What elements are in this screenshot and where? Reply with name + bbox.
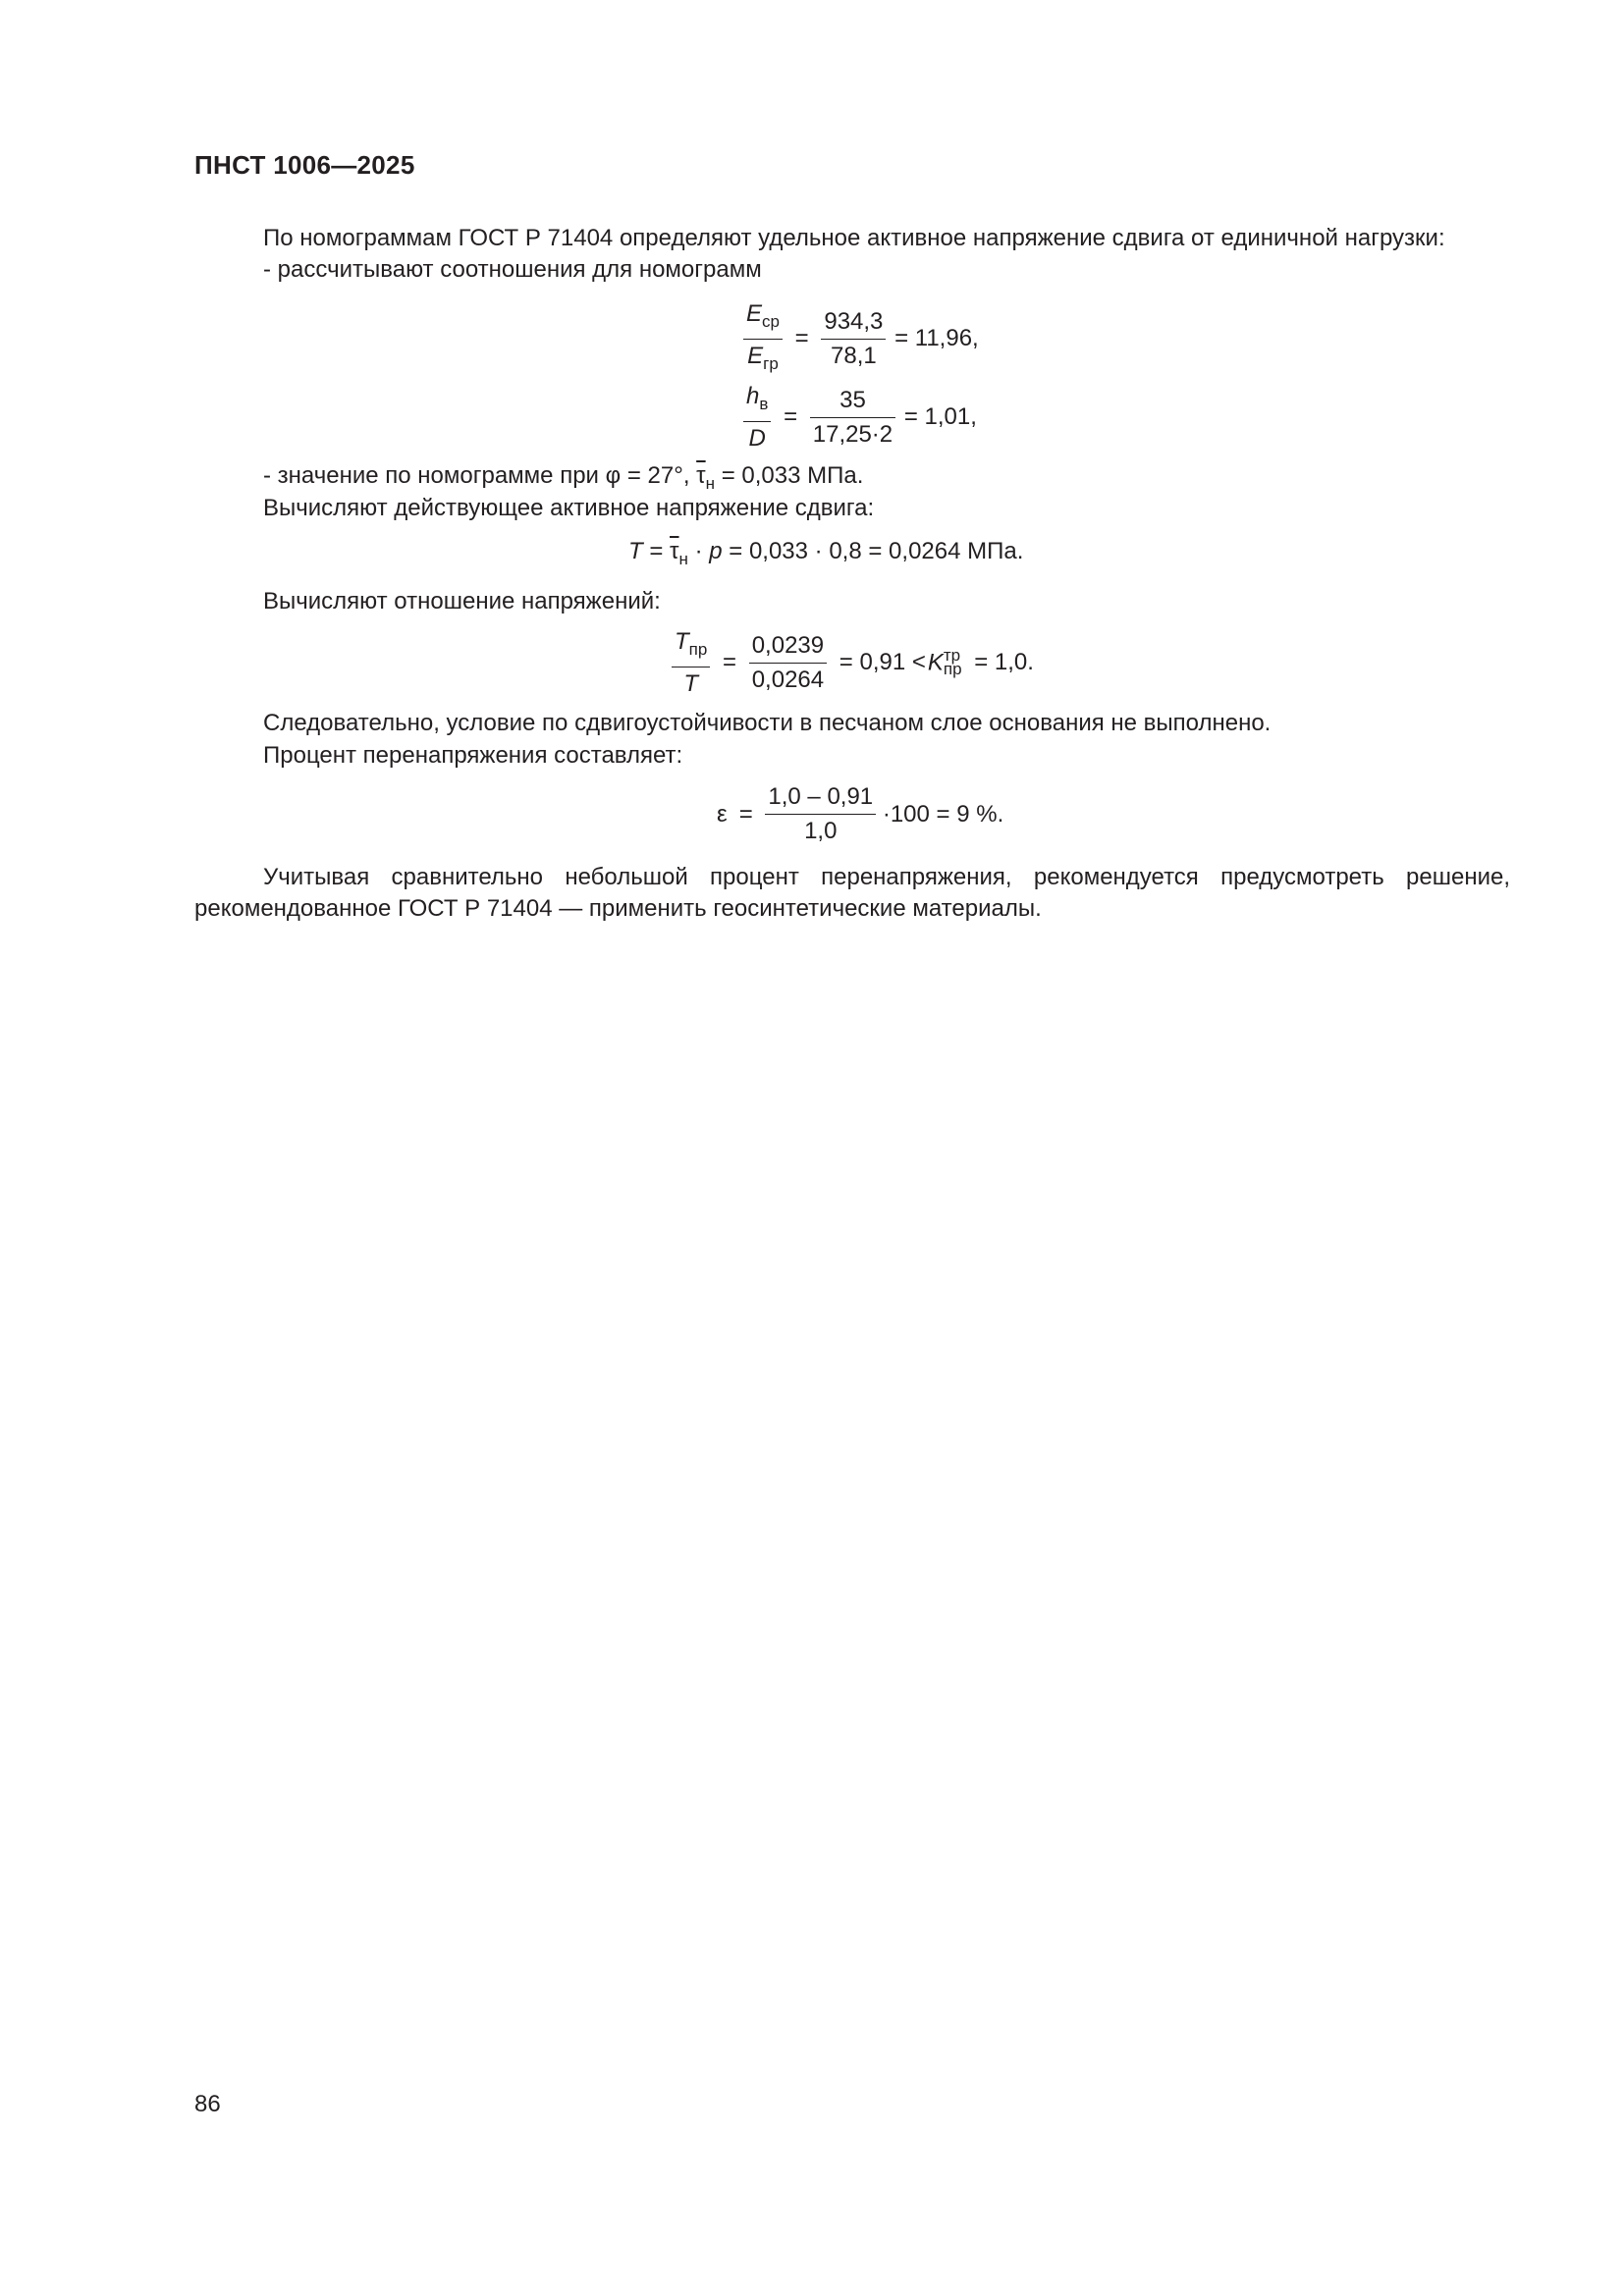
equals-sign: =	[723, 649, 737, 676]
equation-overstress-percent	[717, 783, 1009, 845]
paragraph-shear-intro: Вычисляют действующее активное напряжение сдвига:	[263, 495, 875, 521]
var-t: T	[683, 669, 698, 697]
sup-tr: тр	[943, 646, 961, 666]
paragraph-overstress-intro: Процент перенапряжения составляет:	[263, 742, 683, 769]
tau-symbol: $\overline{\tau}$	[670, 538, 679, 564]
var-p: p	[709, 538, 723, 564]
var-t: T	[628, 538, 643, 564]
equation-modulus-ratio	[743, 300, 985, 378]
tau-symbol: $\overline{\tau}$	[696, 462, 706, 489]
equation-result: = 0,033 · 0,8 = 0,0264 МПа.	[722, 538, 1024, 564]
equation-active-shear	[628, 538, 1023, 569]
sub-v: в	[759, 394, 769, 413]
fraction-thickness-symbols	[743, 383, 771, 453]
denominator-value: 17,25·2	[812, 420, 893, 448]
k-indices	[943, 646, 962, 679]
nomogram-text-b: = 0,033 МПа.	[715, 462, 864, 489]
comparison: = 0,91 <	[839, 649, 926, 676]
equals-sign: =	[784, 403, 798, 431]
paragraph-ratio-intro: Вычисляют отношение напряжений:	[263, 588, 661, 614]
equation-stress-ratio	[672, 628, 1040, 698]
var-e: E	[747, 342, 764, 369]
multiply-sign: ·	[687, 538, 710, 564]
numerator-value: 934,3	[821, 308, 886, 340]
fraction-modulus-values	[821, 308, 886, 370]
equation-result: = 1,01,	[903, 403, 977, 431]
paragraph-recommendation: Учитывая сравнительно небольшой процент перенапряжения, рекомендуется предусмотреть решение, рекомендованное ГОСТ Р 71404 — применить геосинтетические материалы.	[194, 864, 1510, 922]
equals-sign: =	[738, 800, 753, 828]
paragraph-conclusion: Следовательно, условие по сдвигоустойчивости в песчаном слое основания не выполнено.	[263, 710, 1272, 736]
fraction-stress-symbols	[672, 628, 710, 698]
sub-gr: гр	[763, 353, 779, 373]
equation-thickness-ratio	[743, 383, 983, 453]
numerator-value: 0,0239	[749, 632, 827, 664]
equation-result: ·100 = 9 %.	[882, 800, 1004, 828]
equals-sign: =	[642, 538, 671, 564]
document-header: ПНСТ 1006—2025	[194, 150, 415, 180]
paragraph-intro: По номограммам ГОСТ Р 71404 определяют удельное активное напряжение сдвига от единичной нагрузки:	[263, 225, 1445, 251]
equation-result: = 1,0.	[974, 649, 1034, 676]
equation-result: = 11,96,	[894, 325, 979, 352]
equals-sign: =	[794, 325, 809, 352]
var-t: T	[675, 628, 689, 655]
fraction-modulus-symbols	[743, 300, 783, 378]
denominator-value: 0,0264	[751, 666, 825, 693]
sub-n: н	[678, 549, 688, 568]
nomogram-text-a: - значение по номограмме при φ = 27°,	[263, 462, 697, 489]
denominator-value: 1,0	[804, 818, 838, 844]
paragraph-list-item-ratios: - рассчитывают соотношения для номограмм	[263, 256, 762, 283]
var-d: D	[748, 424, 766, 452]
var-e: E	[746, 300, 763, 327]
fraction-thickness-values	[810, 387, 895, 449]
numerator-value: 1,0 – 0,91	[765, 783, 876, 815]
denominator-value: 78,1	[831, 342, 877, 369]
var-k: K	[927, 649, 944, 676]
var-h: h	[746, 383, 760, 409]
fraction-overstress	[765, 783, 876, 845]
sub-n: н	[705, 473, 716, 493]
sub-sr: ср	[762, 311, 780, 331]
sub-pr: пр	[943, 660, 962, 679]
sub-pr: пр	[688, 639, 708, 659]
page-number: 86	[194, 2091, 221, 2117]
numerator-value: 35	[810, 387, 895, 418]
var-epsilon: ε	[717, 800, 728, 828]
fraction-stress-values	[749, 632, 827, 694]
